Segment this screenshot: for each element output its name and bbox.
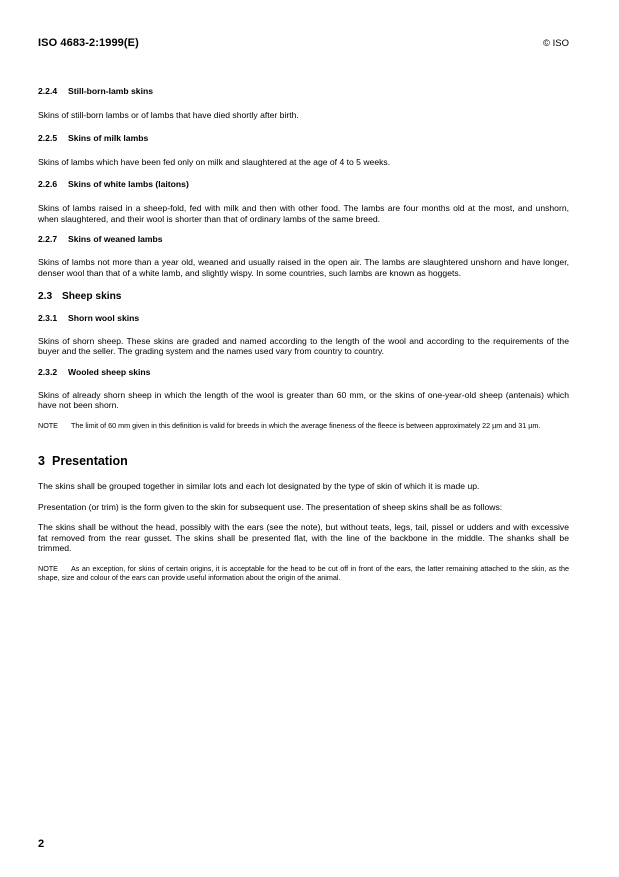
paragraph-2-2-4: Skins of still-born lambs or of lambs that have died shortly after birth. (38, 110, 299, 120)
paragraph-2-2-7: Skins of lambs not more than a year old, weaned and usually raised in the open air. The lambs are slaughtered unshorn and have longer, denser wool than that of a white lamb, and slightly wispy. In some countries, such lambs are known as hoggets. (38, 257, 569, 278)
heading-number: 2.3 (38, 290, 53, 302)
heading-2-2-5 (38, 133, 569, 144)
note-text: The limit of 60 mm given in this definition is valid for breeds in which the average fineness of the fleece is between approximately 22 µm and 31 µm. (71, 420, 541, 430)
heading-2-3 (38, 290, 569, 303)
heading-number: 3 (38, 453, 45, 468)
paragraph-2-2-5: Skins of lambs which have been fed only on milk and slaughtered at the age of 4 to 5 weeks. (38, 156, 391, 167)
heading-title: Skins of milk lambs (68, 132, 149, 143)
heading-title: Presentation (52, 453, 128, 468)
heading-2-2-6 (38, 179, 569, 190)
heading-2-3-1 (38, 313, 569, 324)
heading-title: Shorn wool skins (68, 312, 140, 323)
heading-2-3-2 (38, 367, 569, 378)
paragraph-2-2-6: Skins of lambs raised in a sheep-fold, fed with milk and then with other food. The lambs are four months old at the most, and unshorn, when slaughtered, and their wool is shorter than that of ordinary lambs of the same breed. (38, 203, 569, 224)
heading-2-2-4 (38, 86, 569, 97)
copyright-notice: © ISO (542, 38, 569, 49)
paragraph-2-3-1: Skins of shorn sheep. These skins are graded and named according to the length of the wool and according to the requirements of the buyer and the seller. The grading system and the names used vary from country to country. (38, 335, 569, 357)
note-3 (38, 564, 569, 582)
heading-title: Skins of weaned lambs (68, 234, 163, 245)
paragraph-3-3: The skins shall be without the head, possibly with the ears (see the note), but without teats, legs, tail, pissel or udders and with excessive fat removed from the rear gusset. The skins shall be presented flat, with the line of the backbone in the middle. The shanks shall be trimmed. (38, 522, 569, 554)
heading-number: 2.2.5 (38, 132, 58, 143)
note-text: As an exception, for skins of certain origins, it is acceptable for the head to be cut off in front of the ears, the latter remaining attached to the skin, as the shape, size and colour of the ears can provide useful information about the origin of the animal. (38, 563, 569, 582)
page-number: 2 (38, 838, 45, 850)
heading-3 (38, 454, 569, 469)
note-2-3-2 (38, 421, 569, 430)
note-label: NOTE (38, 563, 58, 573)
heading-title: Skins of white lambs (laitons) (68, 179, 189, 190)
paragraph-3-2: Presentation (or trim) is the form given to the skin for subsequent use. The presentation of sheep skins shall be as follows: (38, 501, 503, 512)
heading-number: 2.3.1 (38, 312, 58, 323)
heading-title: Wooled sheep skins (68, 366, 151, 377)
heading-title: Still-born-lamb skins (68, 86, 153, 96)
paragraph-2-3-2: Skins of already shorn sheep in which the length of the wool is greater than 60 mm, or the skins of one-year-old sheep (antenais) which have not been shorn. (38, 389, 569, 411)
page-content (38, 86, 569, 582)
heading-number: 2.2.7 (38, 234, 58, 245)
standard-reference: ISO 4683-2:1999(E) (38, 37, 139, 49)
heading-2-2-7 (38, 234, 569, 245)
paragraph-3-1: The skins shall be grouped together in similar lots and each lot designated by the type of skin of which it is made up. (38, 480, 480, 491)
heading-number: 2.2.4 (38, 86, 58, 96)
heading-title: Sheep skins (62, 290, 122, 302)
heading-number: 2.2.6 (38, 179, 58, 190)
heading-number: 2.3.2 (38, 366, 58, 377)
note-label: NOTE (38, 420, 58, 430)
